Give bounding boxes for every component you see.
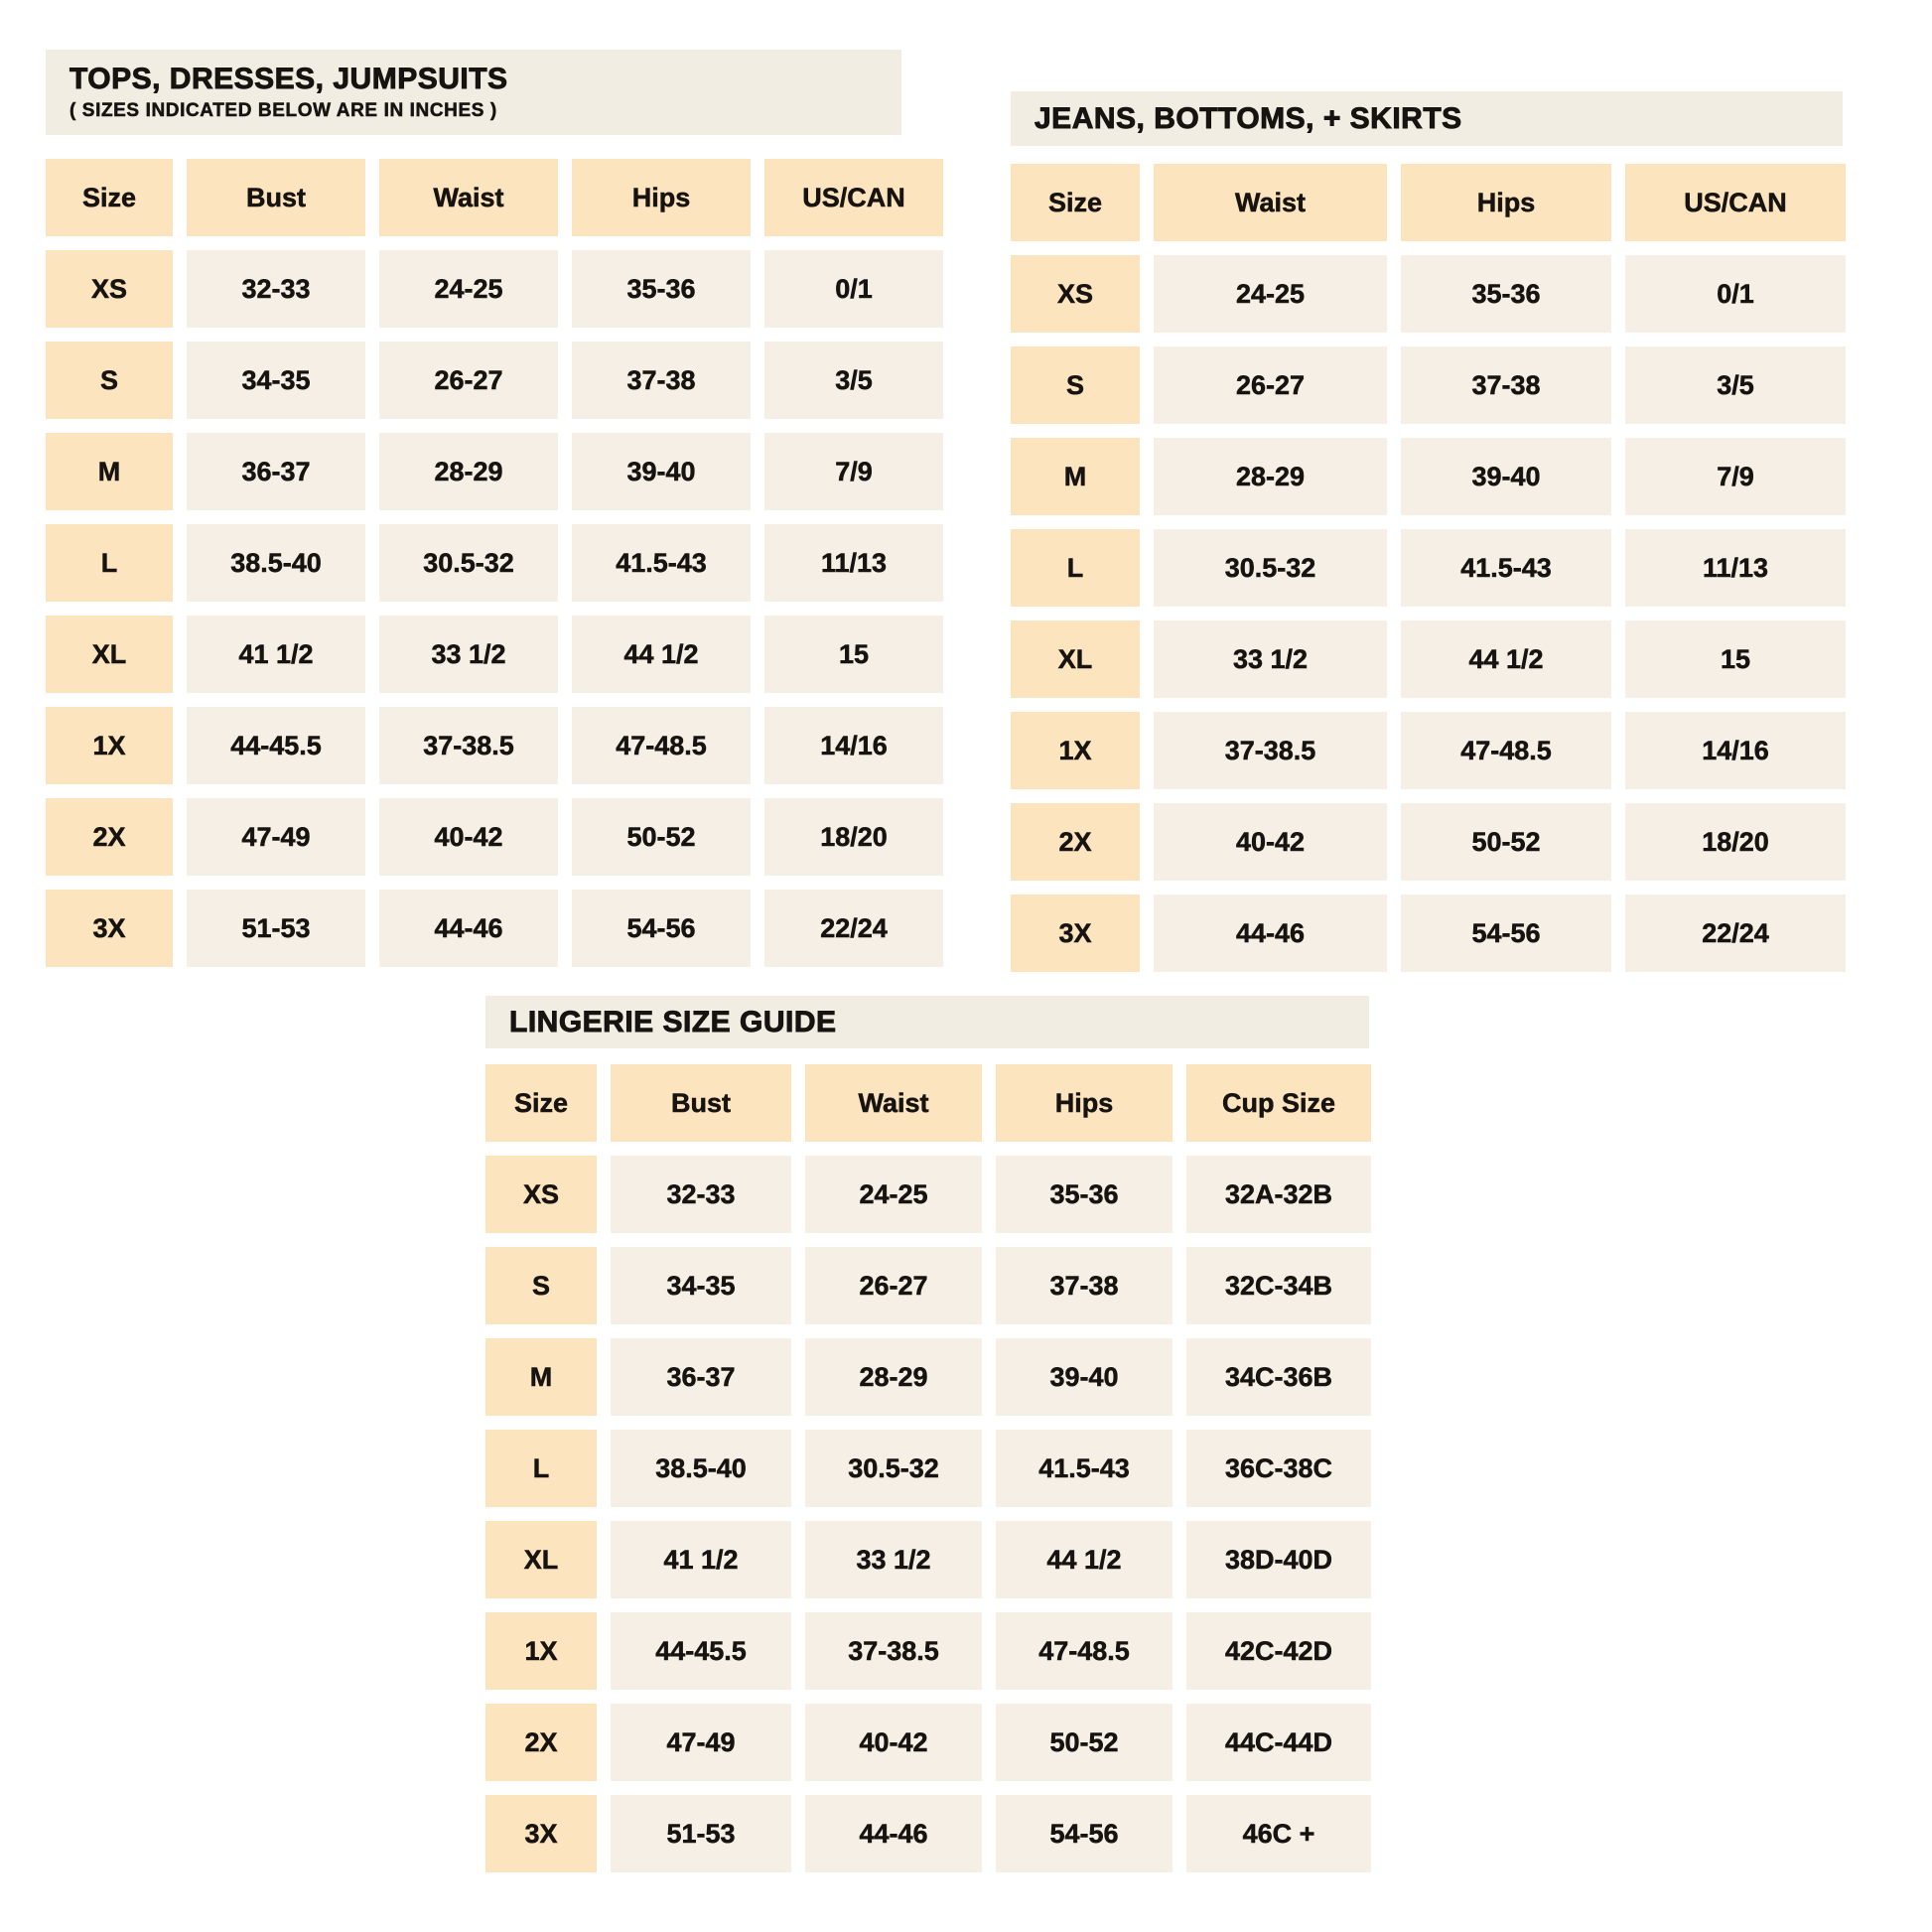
value-cell: 40-42 bbox=[1154, 803, 1387, 881]
column-header-cup-size: Cup Size bbox=[1186, 1064, 1371, 1142]
value-cell: 51-53 bbox=[187, 890, 365, 967]
value-cell: 44 1/2 bbox=[572, 616, 751, 693]
column-header-waist: Waist bbox=[1154, 164, 1387, 241]
value-cell: 33 1/2 bbox=[1154, 621, 1387, 698]
size-label-cell: S bbox=[1011, 346, 1140, 424]
value-cell: 18/20 bbox=[1625, 803, 1846, 881]
value-cell: 37-38 bbox=[1401, 346, 1611, 424]
size-label-cell: XS bbox=[46, 250, 173, 328]
lingerie-title: LINGERIE SIZE GUIDE bbox=[509, 1005, 837, 1038]
value-cell: 3/5 bbox=[1625, 346, 1846, 424]
value-cell: 37-38 bbox=[996, 1247, 1173, 1324]
value-cell: 44C-44D bbox=[1186, 1704, 1371, 1781]
value-cell: 47-49 bbox=[187, 798, 365, 876]
size-label-cell: 3X bbox=[46, 890, 173, 967]
size-label-cell: 3X bbox=[1011, 895, 1140, 972]
value-cell: 36-37 bbox=[611, 1338, 791, 1416]
value-cell: 30.5-32 bbox=[379, 524, 558, 602]
value-cell: 44-45.5 bbox=[611, 1612, 791, 1690]
column-header-us-can: US/CAN bbox=[1625, 164, 1846, 241]
value-cell: 15 bbox=[764, 616, 943, 693]
size-label-cell: 1X bbox=[1011, 712, 1140, 789]
value-cell: 32C-34B bbox=[1186, 1247, 1371, 1324]
size-label-cell: 1X bbox=[485, 1612, 597, 1690]
value-cell: 26-27 bbox=[1154, 346, 1387, 424]
size-label-cell: XL bbox=[485, 1521, 597, 1598]
size-label-cell: L bbox=[485, 1430, 597, 1507]
value-cell: 14/16 bbox=[1625, 712, 1846, 789]
tops-subtitle: ( SIZES INDICATED BELOW ARE IN INCHES ) bbox=[69, 100, 497, 121]
size-label-cell: M bbox=[46, 433, 173, 510]
value-cell: 11/13 bbox=[1625, 529, 1846, 607]
value-cell: 47-48.5 bbox=[572, 707, 751, 784]
value-cell: 30.5-32 bbox=[1154, 529, 1387, 607]
jeans-bottoms-skirts-section bbox=[1011, 91, 1857, 972]
size-label-cell: XL bbox=[46, 616, 173, 693]
size-label-cell: L bbox=[46, 524, 173, 602]
column-header-size: Size bbox=[46, 159, 173, 236]
value-cell: 35-36 bbox=[996, 1156, 1173, 1233]
value-cell: 24-25 bbox=[805, 1156, 982, 1233]
value-cell: 38.5-40 bbox=[187, 524, 365, 602]
size-label-cell: 2X bbox=[1011, 803, 1140, 881]
value-cell: 38.5-40 bbox=[611, 1430, 791, 1507]
value-cell: 44-45.5 bbox=[187, 707, 365, 784]
value-cell: 30.5-32 bbox=[805, 1430, 982, 1507]
value-cell: 18/20 bbox=[764, 798, 943, 876]
value-cell: 37-38.5 bbox=[379, 707, 558, 784]
value-cell: 22/24 bbox=[764, 890, 943, 967]
value-cell: 40-42 bbox=[805, 1704, 982, 1781]
size-label-cell: S bbox=[46, 342, 173, 419]
size-label-cell: L bbox=[1011, 529, 1140, 607]
value-cell: 28-29 bbox=[379, 433, 558, 510]
value-cell: 38D-40D bbox=[1186, 1521, 1371, 1598]
jeans-size-table bbox=[1011, 164, 1857, 972]
tops-title-band bbox=[46, 50, 901, 135]
value-cell: 41 1/2 bbox=[187, 616, 365, 693]
value-cell: 35-36 bbox=[572, 250, 751, 328]
value-cell: 39-40 bbox=[1401, 438, 1611, 515]
value-cell: 37-38.5 bbox=[805, 1612, 982, 1690]
value-cell: 0/1 bbox=[764, 250, 943, 328]
value-cell: 50-52 bbox=[1401, 803, 1611, 881]
column-header-waist: Waist bbox=[379, 159, 558, 236]
value-cell: 36-37 bbox=[187, 433, 365, 510]
column-header-bust: Bust bbox=[611, 1064, 791, 1142]
value-cell: 32A-32B bbox=[1186, 1156, 1371, 1233]
value-cell: 47-48.5 bbox=[996, 1612, 1173, 1690]
value-cell: 46C + bbox=[1186, 1795, 1371, 1872]
value-cell: 44 1/2 bbox=[996, 1521, 1173, 1598]
size-label-cell: M bbox=[485, 1338, 597, 1416]
value-cell: 28-29 bbox=[805, 1338, 982, 1416]
size-label-cell: 3X bbox=[485, 1795, 597, 1872]
value-cell: 54-56 bbox=[1401, 895, 1611, 972]
value-cell: 35-36 bbox=[1401, 255, 1611, 333]
value-cell: 47-49 bbox=[611, 1704, 791, 1781]
size-label-cell: XS bbox=[1011, 255, 1140, 333]
value-cell: 44-46 bbox=[379, 890, 558, 967]
size-label-cell: 2X bbox=[46, 798, 173, 876]
column-header-hips: Hips bbox=[996, 1064, 1173, 1142]
value-cell: 7/9 bbox=[764, 433, 943, 510]
value-cell: 34C-36B bbox=[1186, 1338, 1371, 1416]
value-cell: 41.5-43 bbox=[572, 524, 751, 602]
column-header-hips: Hips bbox=[1401, 164, 1611, 241]
value-cell: 37-38 bbox=[572, 342, 751, 419]
value-cell: 32-33 bbox=[187, 250, 365, 328]
value-cell: 22/24 bbox=[1625, 895, 1846, 972]
value-cell: 36C-38C bbox=[1186, 1430, 1371, 1507]
value-cell: 41 1/2 bbox=[611, 1521, 791, 1598]
lingerie-title-band bbox=[485, 996, 1369, 1048]
size-label-cell: 1X bbox=[46, 707, 173, 784]
value-cell: 11/13 bbox=[764, 524, 943, 602]
value-cell: 41.5-43 bbox=[1401, 529, 1611, 607]
value-cell: 39-40 bbox=[996, 1338, 1173, 1416]
column-header-bust: Bust bbox=[187, 159, 365, 236]
value-cell: 0/1 bbox=[1625, 255, 1846, 333]
value-cell: 40-42 bbox=[379, 798, 558, 876]
tops-size-table bbox=[46, 159, 939, 967]
value-cell: 51-53 bbox=[611, 1795, 791, 1872]
value-cell: 33 1/2 bbox=[805, 1521, 982, 1598]
value-cell: 54-56 bbox=[572, 890, 751, 967]
column-header-size: Size bbox=[1011, 164, 1140, 241]
column-header-size: Size bbox=[485, 1064, 597, 1142]
value-cell: 7/9 bbox=[1625, 438, 1846, 515]
value-cell: 34-35 bbox=[611, 1247, 791, 1324]
value-cell: 39-40 bbox=[572, 433, 751, 510]
value-cell: 44 1/2 bbox=[1401, 621, 1611, 698]
value-cell: 14/16 bbox=[764, 707, 943, 784]
value-cell: 24-25 bbox=[1154, 255, 1387, 333]
tops-dresses-jumpsuits-section bbox=[46, 50, 939, 967]
jeans-title-band bbox=[1011, 91, 1843, 146]
column-header-us-can: US/CAN bbox=[764, 159, 943, 236]
size-label-cell: S bbox=[485, 1247, 597, 1324]
value-cell: 3/5 bbox=[764, 342, 943, 419]
tops-title: TOPS, DRESSES, JUMPSUITS bbox=[69, 63, 508, 95]
lingerie-size-guide-section bbox=[485, 996, 1371, 1872]
value-cell: 50-52 bbox=[996, 1704, 1173, 1781]
value-cell: 26-27 bbox=[379, 342, 558, 419]
value-cell: 26-27 bbox=[805, 1247, 982, 1324]
value-cell: 47-48.5 bbox=[1401, 712, 1611, 789]
value-cell: 41.5-43 bbox=[996, 1430, 1173, 1507]
value-cell: 15 bbox=[1625, 621, 1846, 698]
size-label-cell: XL bbox=[1011, 621, 1140, 698]
jeans-title: JEANS, BOTTOMS, + SKIRTS bbox=[1035, 101, 1462, 135]
value-cell: 37-38.5 bbox=[1154, 712, 1387, 789]
value-cell: 42C-42D bbox=[1186, 1612, 1371, 1690]
value-cell: 28-29 bbox=[1154, 438, 1387, 515]
value-cell: 33 1/2 bbox=[379, 616, 558, 693]
size-label-cell: M bbox=[1011, 438, 1140, 515]
value-cell: 44-46 bbox=[805, 1795, 982, 1872]
size-label-cell: 2X bbox=[485, 1704, 597, 1781]
column-header-waist: Waist bbox=[805, 1064, 982, 1142]
value-cell: 24-25 bbox=[379, 250, 558, 328]
size-label-cell: XS bbox=[485, 1156, 597, 1233]
lingerie-size-table bbox=[485, 1064, 1371, 1872]
value-cell: 50-52 bbox=[572, 798, 751, 876]
value-cell: 54-56 bbox=[996, 1795, 1173, 1872]
value-cell: 44-46 bbox=[1154, 895, 1387, 972]
value-cell: 34-35 bbox=[187, 342, 365, 419]
value-cell: 32-33 bbox=[611, 1156, 791, 1233]
column-header-hips: Hips bbox=[572, 159, 751, 236]
